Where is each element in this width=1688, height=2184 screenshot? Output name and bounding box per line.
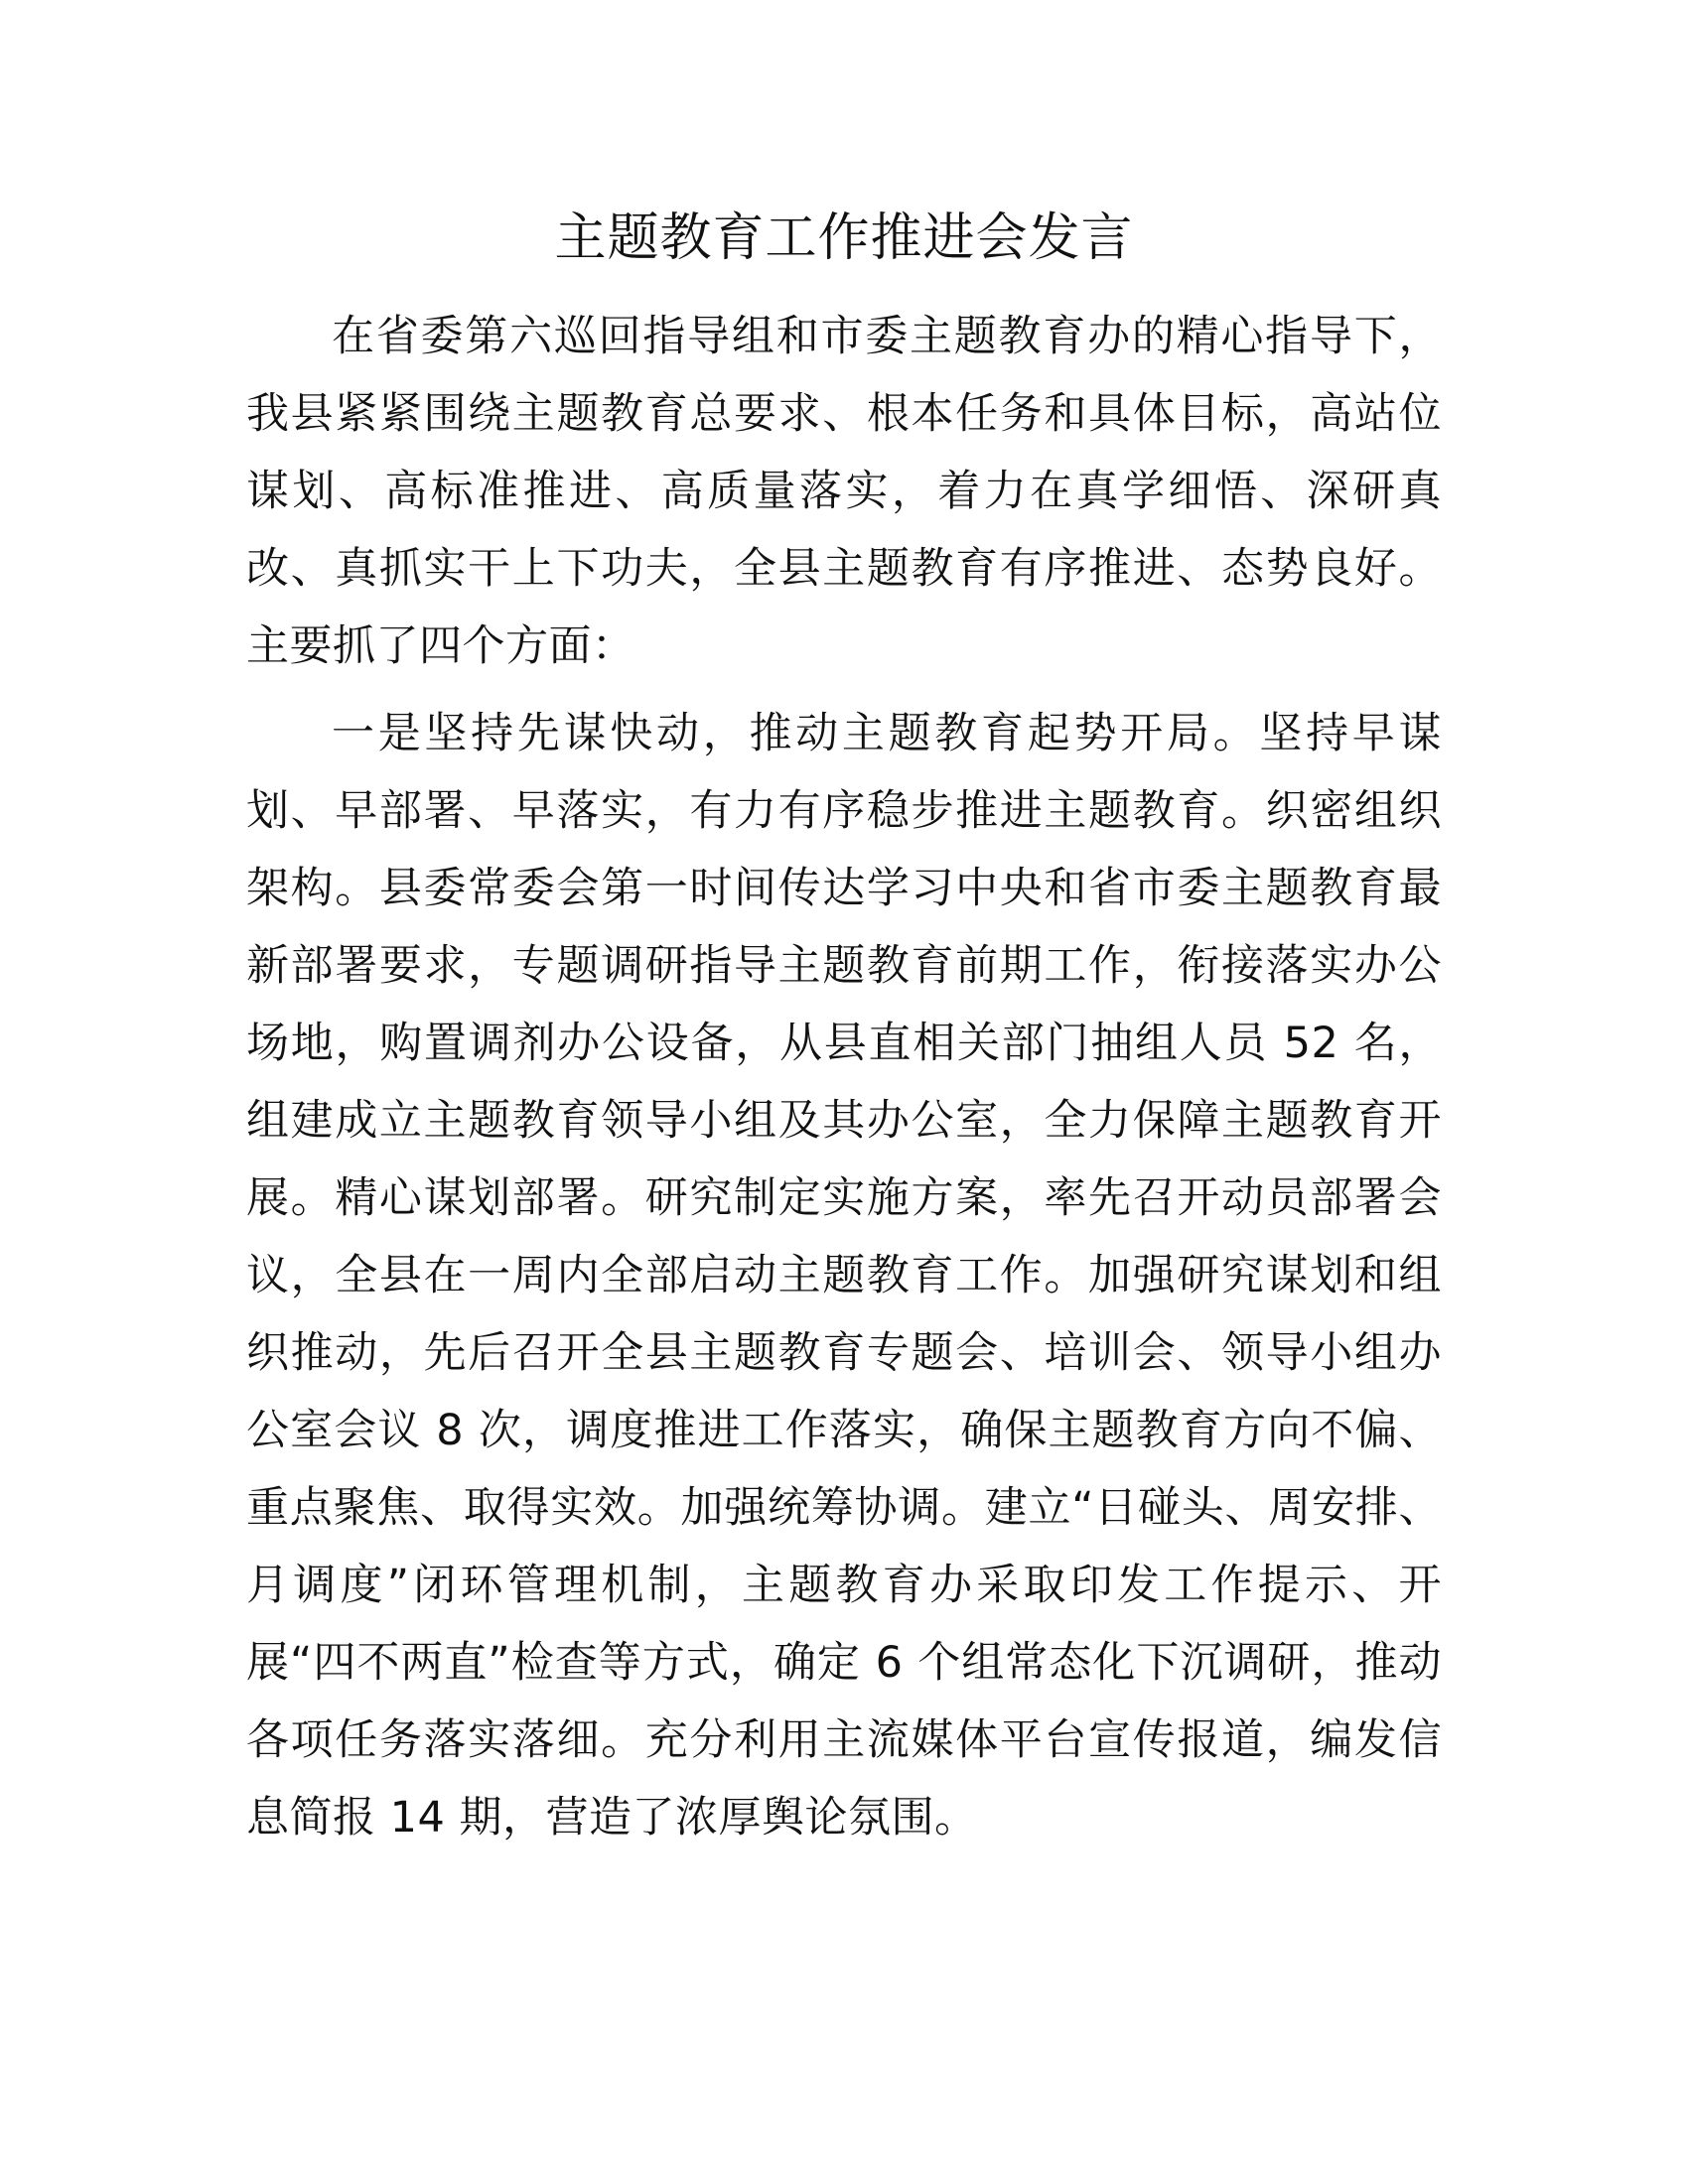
- document-body: [246, 298, 1442, 1856]
- paragraph-section-one: 一是坚持先谋快动，推动主题教育起势开局。坚持早谋划、早部署、早落实，有力有序稳步推进主题教育。织密组织架构。县委常委会第一时间传达学习中央和省市委主题教育最新部署要求，专题调研指导主题教育前期工作，衔接落实办公场地，购置调剂办公设备，从县直相关部门抽组人员 52 名，组建成立主题教育领导小组及其办公室，全力保障主题教育开展。精心谋划部署。研究制定实施方案，率先召开动员部署会议，全县在一周内全部启动主题教育工作。加强研究谋划和组织推动，先后召开全县主题教育专题会、培训会、领导小组办公室会议 8 次，调度推进工作落实，确保主题教育方向不偏、重点聚焦、取得实效。加强统筹协调。建立“日碰头、周安排、月调度”闭环管理机制，主题教育办采取印发工作提示、开展“四不两直”检查等方式，确定 6 个组常态化下沉调研，推动各项任务落实落细。充分利用主流媒体平台宣传报道，编发信息简报 14 期，营造了浓厚舆论氛围。: [246, 709, 1442, 1843]
- document-title: 主题教育工作推进会发言: [554, 208, 1134, 268]
- paragraph-intro: 在省委第六巡回指导组和市委主题教育办的精心指导下，我县紧紧围绕主题教育总要求、根本任务和具体目标，高站位谋划、高标准推进、高质量落实，着力在真学细悟、深研真改、真抓实干上下功夫，全县主题教育有序推进、态势良好。主要抓了四个方面：: [246, 312, 1442, 671]
